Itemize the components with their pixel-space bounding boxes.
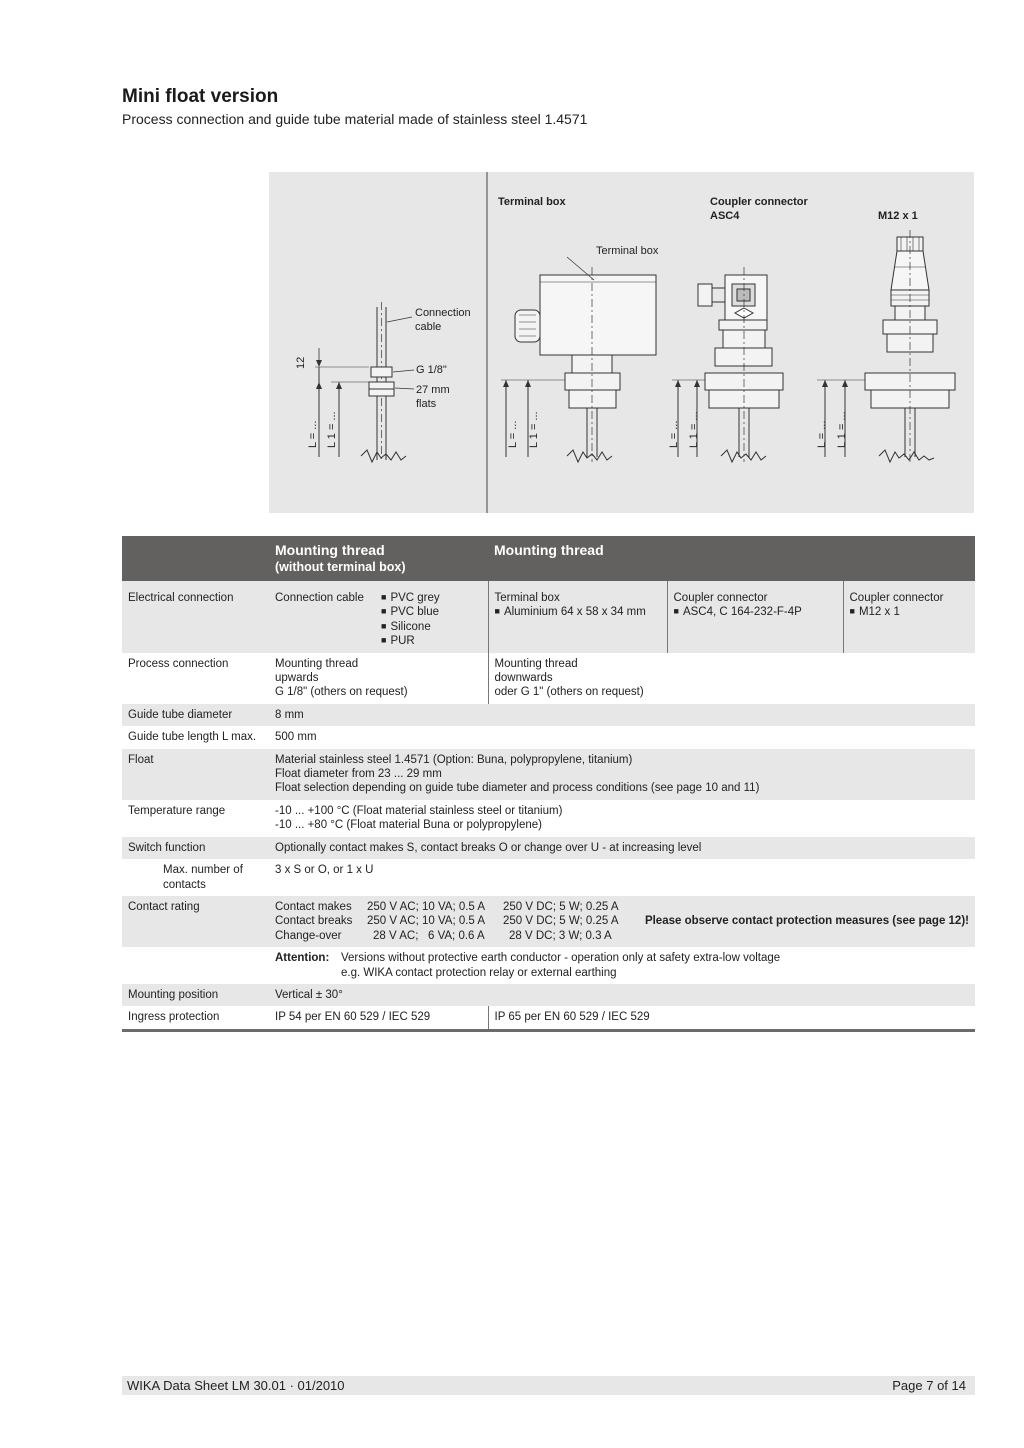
row-label: Float: [122, 749, 269, 800]
row-label: Guide tube length L max.: [122, 726, 269, 748]
row-value: 8 mm: [269, 704, 975, 726]
process-down-line2: downwards: [494, 672, 553, 685]
cell-terminal-box: [488, 581, 667, 653]
label-coupler-title-2: ASC4: [710, 210, 740, 222]
cable-option: ■ PVC grey: [381, 591, 440, 605]
table-row: [122, 947, 975, 984]
coupler-asc4-line2: ■ ASC4, C 164-232-F-4P: [674, 605, 837, 619]
table-row: [122, 704, 975, 726]
makes-dc: 250 V DC; 5 W; 0.25 A: [503, 900, 619, 913]
technical-drawing: [269, 172, 974, 513]
row-value: 3 x S or O, or 1 x U: [269, 859, 975, 896]
row-value: [269, 896, 975, 947]
label-connection-cable-1: Connection: [415, 307, 471, 319]
label-flats-1: 27 mm: [416, 384, 450, 396]
label-coupler-title-1: Coupler connector: [710, 196, 808, 208]
cell-connection-cable: [269, 581, 488, 653]
table-row: [122, 653, 975, 704]
cable-option: ■ PVC blue: [381, 605, 440, 619]
label-connection-cable-2: cable: [415, 321, 442, 333]
table-header-row: [122, 536, 975, 581]
table-row: [122, 984, 975, 1006]
dim-L1-4: L 1 = ...: [836, 411, 848, 448]
table-row: [122, 800, 975, 837]
makes-ac: 250 V AC; 10 VA; 0.5 A: [367, 900, 486, 913]
cell-coupler-m12: [843, 581, 975, 653]
contact-protection-note: Please observe contact protection measures (see page 12)!: [644, 915, 969, 928]
row-label-empty: [122, 947, 269, 984]
table-row: [122, 1006, 975, 1030]
row-value: IP 65 per EN 60 529 / IEC 529: [488, 1006, 975, 1030]
process-up-line3: G 1/8" (others on request): [275, 686, 408, 699]
row-value: Optionally contact makes S, contact breaks O or change over U - at increasing level: [269, 837, 975, 859]
drawing-graphics: [269, 172, 974, 513]
header-col-mini: [269, 536, 488, 581]
label-m12-title: M12 x 1: [878, 210, 918, 222]
row-label: [122, 859, 269, 896]
dim-L-4: L = ...: [816, 420, 828, 448]
table-row: [122, 896, 975, 947]
float-line3: Float selection depending on guide tube diameter and process conditions (see page 10 and 11): [275, 782, 760, 795]
row-value: IP 54 per EN 60 529 / IEC 529: [269, 1006, 488, 1030]
table-row: [122, 837, 975, 859]
max-contacts-label-1: Max. number of: [163, 864, 243, 877]
change-dc: 28 V DC; 3 W; 0.3 A: [509, 929, 612, 942]
table-row: [122, 726, 975, 748]
contact-rating-grid: [275, 900, 619, 943]
dim-L-1: L = ...: [307, 420, 319, 448]
temperature-line1: -10 ... +100 °C (Float material stainless steel or titanium): [275, 804, 563, 817]
dim-L1-3: L 1 = ...: [688, 411, 700, 448]
spec-table: [122, 536, 975, 1032]
float-line2: Float diameter from 23 ... 29 mm: [275, 768, 442, 781]
page-subtitle: Process connection and guide tube material made of stainless steel 1.4571: [122, 111, 588, 127]
dim-L1-1: L 1 = ...: [326, 411, 338, 448]
table-row: [122, 749, 975, 800]
row-label: Ingress protection: [122, 1006, 269, 1030]
label-thread: G 1/8": [416, 364, 447, 376]
max-contacts-label-2: contacts: [163, 878, 206, 891]
drawing-terminal-box: [501, 257, 656, 462]
header-col-mini-line1: Mounting thread: [275, 542, 385, 558]
breaks-ac: 250 V AC; 10 VA; 0.5 A: [367, 915, 486, 928]
process-up-line2: upwards: [275, 672, 319, 685]
header-empty: [122, 536, 269, 581]
row-value: 500 mm: [269, 726, 975, 748]
process-down-line1: Mounting thread: [494, 657, 578, 670]
float-line1: Material stainless steel 1.4571 (Option: Buna, polypropylene, titanium): [275, 753, 633, 766]
row-label: Electrical connection: [122, 581, 269, 653]
table-row: [122, 859, 975, 896]
row-label: Mounting position: [122, 984, 269, 1006]
page-footer: [122, 1376, 975, 1395]
process-down-line3: oder G 1" (others on request): [494, 686, 644, 699]
row-label: Temperature range: [122, 800, 269, 837]
cable-label: Connection cable: [275, 592, 364, 604]
dim-L-2: L = ...: [507, 420, 519, 448]
row-label: Switch function: [122, 837, 269, 859]
footer-datasheet: WIKA Data Sheet LM 30.01 · 01/2010: [127, 1378, 345, 1393]
cell-coupler-asc4: [667, 581, 843, 653]
dim-L1-2: L 1 = ...: [528, 411, 540, 448]
coupler-m12-line1: Coupler connector: [849, 592, 944, 604]
cable-option: ■ Silicone: [381, 620, 440, 634]
terminal-box-line1: Terminal box: [494, 592, 560, 604]
attention-label: Attention:: [275, 952, 330, 965]
coupler-m12-line2: ■ M12 x 1: [850, 605, 970, 619]
page-title: Mini float version: [122, 86, 279, 107]
temperature-line2: -10 ... +80 °C (Float material Buna or polypropylene): [275, 819, 542, 832]
label-flats-2: flats: [416, 398, 437, 410]
row-value: Vertical ± 30°: [269, 984, 975, 1006]
cell-process-up: [269, 653, 488, 704]
header-col-mini-line2: (without terminal box): [275, 560, 406, 574]
coupler-asc4-line1: Coupler connector: [673, 592, 768, 604]
breaks-name: Contact breaks: [275, 915, 353, 928]
attention-line2: e.g. WIKA contact protection relay or external earthing: [341, 966, 617, 979]
row-label: Contact rating: [122, 896, 269, 947]
header-col-box: Mounting thread: [488, 536, 975, 581]
cable-option: ■ PUR: [381, 634, 440, 648]
cell-process-down: [488, 653, 975, 704]
attention-cell: [269, 947, 975, 984]
change-ac: 28 V AC; 6 VA; 0.6 A: [373, 929, 485, 942]
terminal-box-line2: ■ Aluminium 64 x 58 x 34 mm: [495, 605, 661, 619]
dim-L-3: L = ...: [668, 420, 680, 448]
breaks-dc: 250 V DC; 5 W; 0.25 A: [503, 915, 619, 928]
row-value: [269, 749, 975, 800]
table-row: [122, 581, 975, 653]
label-terminal-box-callout: Terminal box: [596, 245, 659, 257]
footer-page-number: Page 7 of 14: [892, 1378, 966, 1393]
attention-line1: Versions without protective earth conductor - operation only at safety extra-low voltage: [341, 952, 781, 965]
change-name: Change-over: [275, 929, 342, 942]
makes-name: Contact makes: [275, 900, 352, 913]
label-terminal-box-title: Terminal box: [498, 196, 566, 208]
row-label: Process connection: [122, 653, 269, 704]
row-value: [269, 800, 975, 837]
process-up-line1: Mounting thread: [275, 657, 359, 670]
row-label: Guide tube diameter: [122, 704, 269, 726]
dim-12: 12: [295, 356, 307, 369]
